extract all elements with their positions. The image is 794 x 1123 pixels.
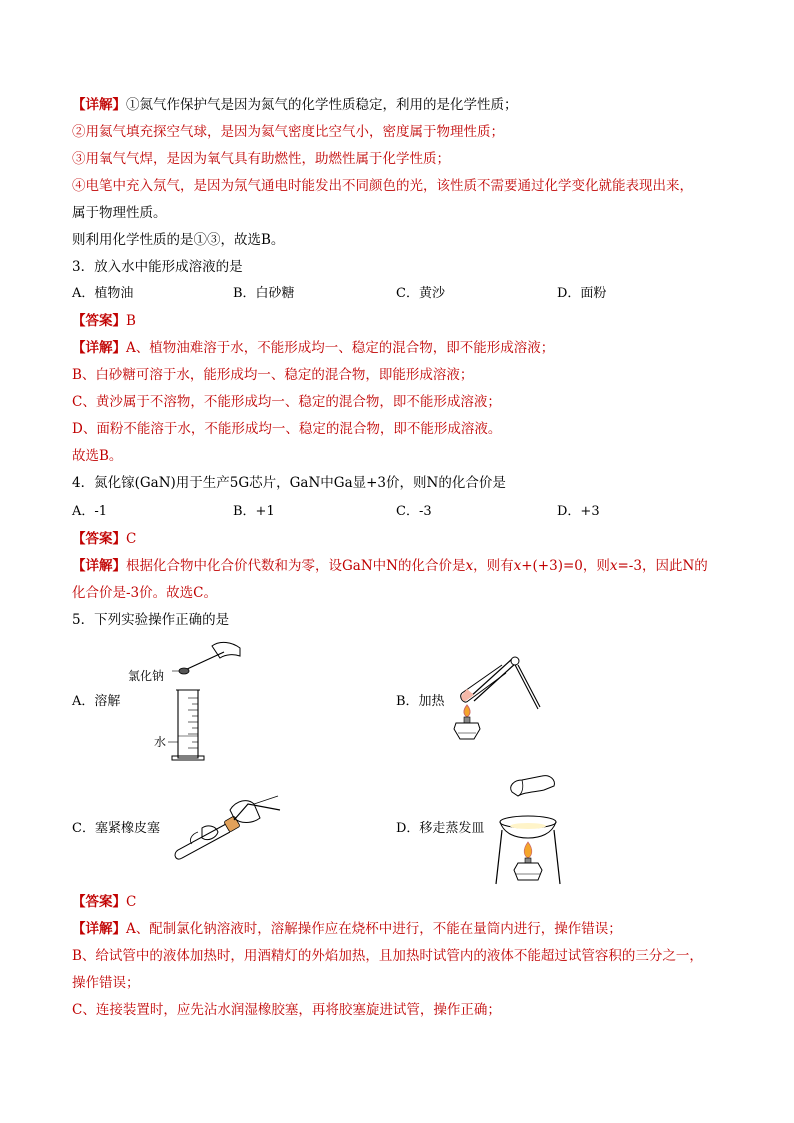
heating-test-tube-figure xyxy=(440,645,550,745)
q4-detail-text-b: ，则有 xyxy=(473,558,514,574)
q5-detail-line-4: C、连接装置时，应先沾水润湿橡胶塞，再将胶塞旋进试管，操作正确； xyxy=(72,1002,501,1018)
q2-conclusion: 则利用化学性质的是①③，故选B。 xyxy=(72,232,285,248)
variable-x: x xyxy=(465,558,474,574)
q3-stem: 3．放入水中能形成溶液的是 xyxy=(72,259,243,275)
detail-tag: 【详解】 xyxy=(72,340,126,356)
q5-answer xyxy=(72,893,136,911)
q2-detail-line-3: ③用氧气气焊，是因为氧气具有助燃性，助燃性属于化学性质； xyxy=(72,151,450,167)
q4-option-c: C．-3 xyxy=(396,504,432,519)
answer-value: C xyxy=(126,894,137,910)
q5-detail-text-1: A、配制氯化钠溶液时，溶解操作应在烧杯中进行，不能在量筒内进行，操作错误； xyxy=(126,921,622,937)
q4-detail-line-2: 化合价是-3价。故选C。 xyxy=(72,585,217,601)
q3-detail-text-1: A、植物油难溶于水，不能形成均一、稳定的混合物，即不能形成溶液； xyxy=(126,340,555,356)
q4-detail-text-a: 根据化合物中化合价代数和为零，设GaN中N的化合价是 xyxy=(126,558,466,574)
q3-detail-line-1 xyxy=(72,339,554,357)
q3-option-a: A．植物油 xyxy=(72,286,134,301)
q2-detail-line-5: 属于物理性质。 xyxy=(72,205,167,221)
detail-tag: 【详解】 xyxy=(72,558,126,574)
q2-detail-line-2: ②用氦气填充探空气球，是因为氦气密度比空气小，密度属于物理性质； xyxy=(72,124,504,140)
q5-detail-line-1 xyxy=(72,920,622,938)
q4-detail-text-d: =-3，因此N的 xyxy=(617,558,708,574)
q5-detail-line-2: B、给试管中的液体加热时，用酒精灯的外焰加热，且加热时试管内的液体不能超过试管容积的三分之一， xyxy=(72,948,703,964)
answer-tag: 【答案】 xyxy=(72,894,126,910)
insert-stopper-figure xyxy=(168,792,288,867)
answer-tag: 【答案】 xyxy=(72,313,126,329)
q3-option-c: C．黄沙 xyxy=(396,286,445,301)
answer-tag: 【答案】 xyxy=(72,531,126,547)
answer-value: B xyxy=(126,313,136,329)
q5-option-c: C．塞紧橡皮塞 xyxy=(72,821,160,836)
q5-detail-line-3: 操作错误； xyxy=(72,975,140,991)
q4-detail-text-c: +(+3)=0，则 xyxy=(521,558,610,574)
answer-value: C xyxy=(126,531,137,547)
q5-option-a: A．溶解 xyxy=(72,694,121,709)
q3-option-d: D．面粉 xyxy=(557,286,607,301)
q4-detail-line-1 xyxy=(72,557,708,575)
detail-tag: 【详解】 xyxy=(72,921,126,937)
q5-option-b: B．加热 xyxy=(396,694,445,709)
q5-option-d: D．移走蒸发皿 xyxy=(396,821,485,836)
q4-stem: 4．氮化镓(GaN)用于生产5G芯片，GaN中Ga显+3价，则N的化合价是 xyxy=(72,475,506,491)
q3-detail-line-5: 故选B。 xyxy=(72,448,123,464)
detail-tag: 【详解】 xyxy=(72,97,126,113)
evaporating-dish-figure xyxy=(488,768,568,886)
q2-detail-text-1: ①氮气作保护气是因为氮气的化学性质稳定，利用的是化学性质； xyxy=(126,97,518,113)
q4-answer xyxy=(72,530,136,548)
q3-detail-line-3: C、黄沙属于不溶物，不能形成均一、稳定的混合物，即不能形成溶液； xyxy=(72,394,501,410)
cylinder-dissolve-figure xyxy=(150,638,250,768)
q4-option-d: D．+3 xyxy=(557,504,600,519)
q4-option-b: B．+1 xyxy=(233,504,275,519)
q3-answer xyxy=(72,312,136,330)
q4-option-a: A．-1 xyxy=(72,504,108,519)
variable-x: x xyxy=(609,558,618,574)
variable-x: x xyxy=(513,558,522,574)
label-sodium-chloride: 氯化钠 xyxy=(128,669,165,683)
label-water: 水 xyxy=(154,735,167,749)
q3-option-b: B．白砂糖 xyxy=(233,286,295,301)
q2-detail-line-1 xyxy=(72,96,518,114)
q3-detail-line-4: D、面粉不能溶于水，不能形成均一、稳定的混合物，即不能形成溶液。 xyxy=(72,421,502,437)
q2-detail-line-4: ④电笔中充入氖气，是因为氖气通电时能发出不同颜色的光，该性质不需要通过化学变化就能表现出来， xyxy=(72,178,693,194)
q3-detail-line-2: B、白砂糖可溶于水，能形成均一、稳定的混合物，即能形成溶液； xyxy=(72,367,474,383)
q5-stem: 5．下列实验操作正确的是 xyxy=(72,612,230,628)
